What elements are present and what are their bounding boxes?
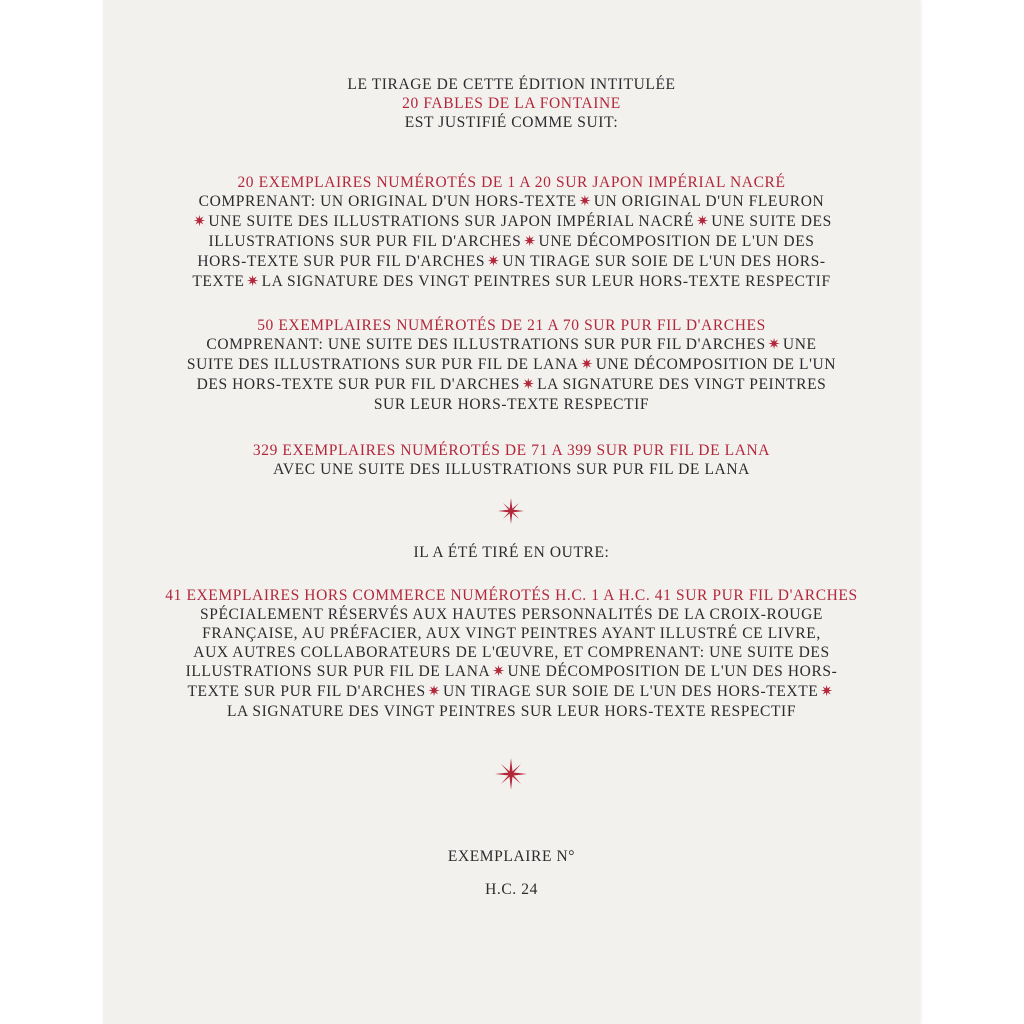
asterisk-star-icon: ✷ [696, 214, 710, 230]
section-heading: 41 EXEMPLAIRES HORS COMMERCE NUMÉROTÉS H.C. 1 A H.C. 41 SUR PUR FIL D'ARCHES [165, 587, 858, 604]
intro-block [103, 75, 920, 132]
asterisk-star-icon: ✷ [578, 194, 592, 210]
asterisk-star-icon: ✷ [580, 357, 594, 373]
intro-line: LE TIRAGE DE CETTE ÉDITION INTITULÉE [347, 76, 676, 93]
asterisk-star-icon: ✷ [487, 254, 501, 270]
exemplaire-number-block [103, 880, 920, 899]
section-line: SPÉCIALEMENT RÉSERVÉS AUX HAUTES PERSONNALITÉS DE LA CROIX-ROUGE [200, 606, 823, 623]
section-line: FRANÇAISE, AU PRÉFACIER, AUX VINGT PEINTRES AYANT ILLUSTRÉ CE LIVRE, [202, 625, 821, 642]
section-line: COMPRENANT: UNE SUITE DES ILLUSTRATIONS SUR PUR FIL D'ARCHES ✷ UNE [206, 336, 817, 353]
section-line: TEXTE ✷ LA SIGNATURE DES VINGT PEINTRES SUR LEUR HORS-TEXTE RESPECTIF [192, 273, 831, 290]
section-line: COMPRENANT: UN ORIGINAL D'UN HORS-TEXTE ✷ UN ORIGINAL D'UN FLEURON [198, 193, 825, 210]
section-line: TEXTE SUR PUR FIL D'ARCHES ✷ UN TIRAGE SUR SOIE DE L'UN DES HORS-TEXTE ✷ [187, 683, 834, 700]
asterisk-star-icon: ✷ [492, 664, 506, 680]
section-heading: 50 EXEMPLAIRES NUMÉROTÉS DE 21 A 70 SUR PUR FIL D'ARCHES [257, 317, 766, 334]
exemplaire-number: H.C. 24 [485, 881, 538, 898]
exemplaire-label: EXEMPLAIRE N° [447, 848, 576, 865]
exemplaire-block [103, 847, 920, 866]
section-line: SUITE DES ILLUSTRATIONS SUR PUR FIL DE LANA ✷ UNE DÉCOMPOSITION DE L'UN [186, 356, 837, 373]
intro-line: EST JUSTIFIÉ COMME SUIT: [404, 114, 619, 131]
section-line: AUX AUTRES COLLABORATEURS DE L'ŒUVRE, ET COMPRENANT: UNE SUITE DES [193, 644, 830, 661]
edition-section-lana [103, 441, 920, 479]
asterisk-star-icon: ✷ [521, 377, 536, 393]
section-line: ILLUSTRATIONS SUR PUR FIL D'ARCHES ✷ UNE DÉCOMPOSITION DE L'UN DES [208, 233, 815, 250]
outre-text: IL A ÉTÉ TIRÉ EN OUTRE: [413, 544, 610, 561]
eight-point-star-icon [496, 496, 526, 526]
section-line: AVEC UNE SUITE DES ILLUSTRATIONS SUR PUR FIL DE LANA [273, 461, 750, 478]
outre-line [103, 543, 920, 562]
section-heading: 20 EXEMPLAIRES NUMÉROTÉS DE 1 A 20 SUR JAPON IMPÉRIAL NACRÉ [237, 174, 786, 191]
edition-section-hors-commerce [103, 586, 920, 721]
asterisk-star-icon: ✷ [820, 684, 834, 700]
edition-title: 20 FABLES DE LA FONTAINE [402, 95, 621, 112]
eight-point-star-icon [494, 757, 528, 791]
section-line: ILLUSTRATIONS SUR PUR FIL DE LANA ✷ UNE DÉCOMPOSITION DE L'UN DES HORS- [185, 663, 838, 680]
section-line: HORS-TEXTE SUR PUR FIL D'ARCHES ✷ UN TIRAGE SUR SOIE DE L'UN DES HORS- [197, 253, 826, 270]
asterisk-star-icon: ✷ [523, 234, 537, 250]
section-line: SUR LEUR HORS-TEXTE RESPECTIF [373, 396, 650, 413]
section-line: ✷ UNE SUITE DES ILLUSTRATIONS SUR JAPON IMPÉRIAL NACRÉ ✷ UNE SUITE DES [193, 213, 832, 230]
asterisk-star-icon: ✷ [767, 337, 781, 353]
section-line: DES HORS-TEXTE SUR PUR FIL D'ARCHES ✷ LA SIGNATURE DES VINGT PEINTRES [196, 376, 827, 393]
section-heading: 329 EXEMPLAIRES NUMÉROTÉS DE 71 A 399 SUR PUR FIL DE LANA [252, 442, 771, 459]
book-page [103, 0, 920, 1024]
edition-section-japon [103, 173, 920, 292]
asterisk-star-icon: ✷ [427, 684, 441, 700]
section-line: LA SIGNATURE DES VINGT PEINTRES SUR LEUR HORS-TEXTE RESPECTIF [226, 703, 797, 720]
asterisk-star-icon: ✷ [193, 214, 207, 230]
edition-section-arches [103, 316, 920, 414]
asterisk-star-icon: ✷ [246, 274, 260, 290]
